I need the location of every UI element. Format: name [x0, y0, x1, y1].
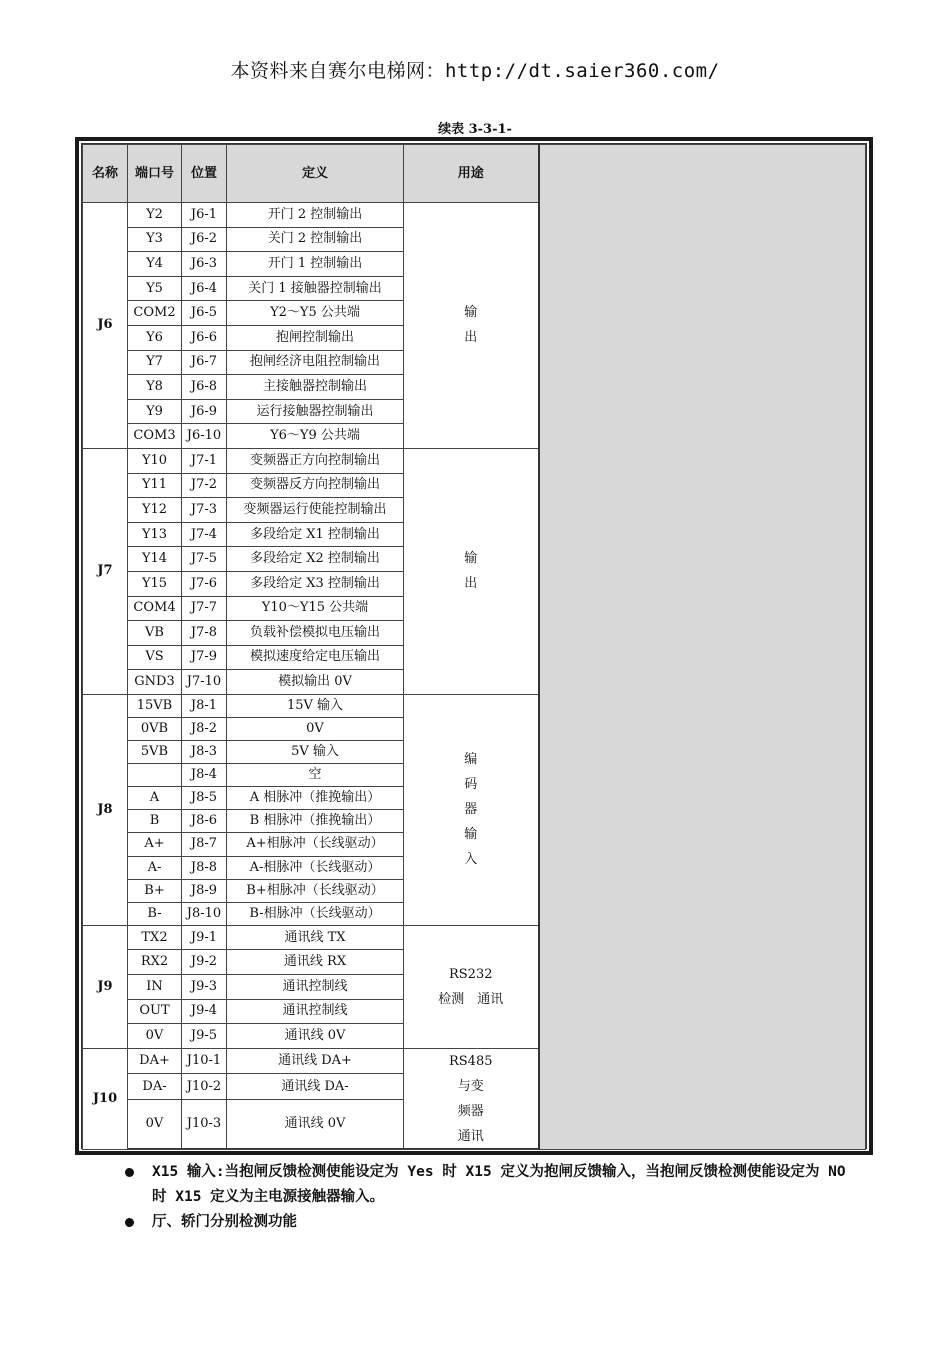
position-cell: J8-5 [182, 787, 227, 810]
definition-cell: B+相脉冲（长线驱动） [227, 879, 404, 902]
port-definition-table [82, 144, 866, 1150]
position-cell: J7-7 [182, 596, 227, 621]
usage-text: 通讯 [457, 1128, 484, 1144]
column-header: 用途 [404, 145, 539, 203]
group-name: J8 [83, 694, 128, 925]
definition-cell: 主接触器控制输出 [227, 375, 404, 400]
definition-cell: A+相脉冲（长线驱动） [227, 833, 404, 856]
port-cell: Y6 [128, 325, 182, 350]
position-cell: J6-2 [182, 227, 227, 252]
port-cell: Y5 [128, 276, 182, 301]
definition-cell: 通讯线 0V [227, 1099, 404, 1149]
usage-text: 输 [464, 551, 478, 567]
port-cell: B [128, 810, 182, 833]
position-cell: J8-1 [182, 694, 227, 717]
position-cell: J7-2 [182, 473, 227, 498]
definition-cell: 通讯线 DA+ [227, 1048, 404, 1074]
position-cell: J7-9 [182, 645, 227, 670]
definition-cell: 开门 1 控制输出 [227, 252, 404, 277]
port-cell: OUT [128, 999, 182, 1024]
position-cell: J8-2 [182, 717, 227, 740]
definition-cell: 模拟速度给定电压输出 [227, 645, 404, 670]
definition-cell: 抱闸控制输出 [227, 325, 404, 350]
port-cell: Y11 [128, 473, 182, 498]
position-cell: J6-10 [182, 424, 227, 449]
port-cell: B- [128, 902, 182, 925]
position-cell: J7-4 [182, 522, 227, 547]
port-cell: TX2 [128, 925, 182, 950]
definition-cell: 变频器运行使能控制输出 [227, 498, 404, 523]
position-cell: J9-5 [182, 1024, 227, 1049]
usage-text: 编 [464, 752, 478, 768]
port-cell: A+ [128, 833, 182, 856]
page-header-source: 本资料来自赛尔电梯网：http://dt.saier360.com/ [230, 60, 720, 82]
port-cell: VS [128, 645, 182, 670]
note-item [125, 1210, 865, 1235]
definition-cell: Y6～Y9 公共端 [227, 424, 404, 449]
port-cell: RX2 [128, 950, 182, 975]
port-cell: GND3 [128, 670, 182, 695]
column-header: 名称 [83, 145, 128, 203]
port-cell: Y8 [128, 375, 182, 400]
usage-text: 输 [464, 827, 478, 843]
usage-text: 出 [464, 330, 478, 346]
position-cell: J8-6 [182, 810, 227, 833]
port-cell: Y14 [128, 547, 182, 572]
definition-cell: 多段给定 X2 控制输出 [227, 547, 404, 572]
position-cell: J9-1 [182, 925, 227, 950]
table-inner-border [81, 143, 867, 1149]
definition-cell: 5V 输入 [227, 741, 404, 764]
port-cell: Y9 [128, 399, 182, 424]
port-cell: COM3 [128, 424, 182, 449]
position-cell: J6-5 [182, 301, 227, 326]
port-cell: B+ [128, 879, 182, 902]
table-caption: 续表 3-3-1- [438, 122, 512, 137]
usage-text: 码 [464, 777, 478, 793]
usage-cell [404, 1048, 539, 1149]
port-cell: Y7 [128, 350, 182, 375]
group-name: J10 [83, 1048, 128, 1149]
port-cell: Y15 [128, 571, 182, 596]
definition-cell: 通讯线 0V [227, 1024, 404, 1049]
definition-cell: 抱闸经济电阻控制输出 [227, 350, 404, 375]
bullet-dot-icon [125, 1168, 134, 1177]
definition-cell: A-相脉冲（长线驱动） [227, 856, 404, 879]
position-cell: J9-2 [182, 950, 227, 975]
definition-cell: 15V 输入 [227, 694, 404, 717]
port-cell: Y3 [128, 227, 182, 252]
table-frame [75, 137, 873, 1155]
position-cell: J6-8 [182, 375, 227, 400]
note-text: 厅、轿门分别检测功能 [152, 1214, 297, 1230]
definition-cell: B 相脉冲（推挽输出） [227, 810, 404, 833]
position-cell: J6-4 [182, 276, 227, 301]
port-cell: Y2 [128, 203, 182, 228]
grey-panel [539, 145, 866, 1150]
position-cell: J9-4 [182, 999, 227, 1024]
port-cell: 5VB [128, 741, 182, 764]
position-cell: J6-6 [182, 325, 227, 350]
usage-text: RS485 [448, 1053, 493, 1069]
position-cell: J6-9 [182, 399, 227, 424]
port-cell: DA+ [128, 1048, 182, 1074]
group-name: J6 [83, 203, 128, 449]
position-cell: J7-10 [182, 670, 227, 695]
definition-cell: 通讯线 DA- [227, 1074, 404, 1100]
position-cell: J10-3 [182, 1099, 227, 1149]
usage-text: 器 [464, 802, 478, 818]
port-cell: DA- [128, 1074, 182, 1100]
definition-cell: 关门 1 接触器控制输出 [227, 276, 404, 301]
port-cell: 0V [128, 1024, 182, 1049]
definition-cell: 空 [227, 764, 404, 787]
position-cell: J10-1 [182, 1048, 227, 1074]
port-cell: IN [128, 975, 182, 1000]
usage-text: 检测 通讯 [438, 991, 504, 1007]
bullet-dot-icon [125, 1218, 134, 1227]
column-header: 端口号 [128, 145, 182, 203]
position-cell: J8-7 [182, 833, 227, 856]
position-cell: J6-3 [182, 252, 227, 277]
definition-cell: B-相脉冲（长线驱动） [227, 902, 404, 925]
definition-cell: 变频器正方向控制输出 [227, 448, 404, 473]
usage-text: 出 [464, 576, 478, 592]
definition-cell: 运行接触器控制输出 [227, 399, 404, 424]
port-cell: Y12 [128, 498, 182, 523]
port-cell: Y10 [128, 448, 182, 473]
port-cell: COM4 [128, 596, 182, 621]
definition-cell: 通讯控制线 [227, 975, 404, 1000]
position-cell: J8-4 [182, 764, 227, 787]
position-cell: J10-2 [182, 1074, 227, 1100]
position-cell: J8-3 [182, 741, 227, 764]
position-cell: J8-9 [182, 879, 227, 902]
port-cell: 0VB [128, 717, 182, 740]
position-cell: J9-3 [182, 975, 227, 1000]
usage-text: 输 [464, 305, 478, 321]
column-header: 定义 [227, 145, 404, 203]
position-cell: J7-5 [182, 547, 227, 572]
group-name: J7 [83, 448, 128, 694]
definition-cell: 0V [227, 717, 404, 740]
position-cell: J8-10 [182, 902, 227, 925]
definition-cell: 开门 2 控制输出 [227, 203, 404, 228]
definition-cell: Y2～Y5 公共端 [227, 301, 404, 326]
port-cell: 15VB [128, 694, 182, 717]
usage-cell [404, 448, 539, 694]
usage-cell [404, 203, 539, 449]
definition-cell: A 相脉冲（推挽输出） [227, 787, 404, 810]
definition-cell: 多段给定 X3 控制输出 [227, 571, 404, 596]
port-cell: Y13 [128, 522, 182, 547]
definition-cell: Y10～Y15 公共端 [227, 596, 404, 621]
usage-cell [404, 694, 539, 925]
position-cell: J7-1 [182, 448, 227, 473]
port-cell: COM2 [128, 301, 182, 326]
definition-cell: 关门 2 控制输出 [227, 227, 404, 252]
position-cell: J8-8 [182, 856, 227, 879]
position-cell: J7-6 [182, 571, 227, 596]
port-cell: 0V [128, 1099, 182, 1149]
port-cell: A [128, 787, 182, 810]
position-cell: J7-8 [182, 621, 227, 646]
port-cell [128, 764, 182, 787]
position-cell: J6-1 [182, 203, 227, 228]
definition-cell: 多段给定 X1 控制输出 [227, 522, 404, 547]
usage-text: 与变 [457, 1078, 484, 1094]
position-cell: J6-7 [182, 350, 227, 375]
definition-cell: 通讯线 TX [227, 925, 404, 950]
definition-cell: 通讯控制线 [227, 999, 404, 1024]
port-cell: A- [128, 856, 182, 879]
usage-text: 入 [464, 852, 478, 868]
usage-text: RS232 [448, 966, 493, 982]
position-cell: J7-3 [182, 498, 227, 523]
group-name: J9 [83, 925, 128, 1048]
usage-cell [404, 925, 539, 1048]
definition-cell: 负载补偿模拟电压输出 [227, 621, 404, 646]
note-item [125, 1160, 865, 1210]
note-text: X15 输入:当抱闸反馈检测使能设定为 Yes 时 X15 定义为抱闸反馈输入，当抱闸反馈检测使能设定为 NO 时 X15 定义为主电源接触器输入。 [152, 1164, 846, 1205]
definition-cell: 模拟输出 0V [227, 670, 404, 695]
definition-cell: 变频器反方向控制输出 [227, 473, 404, 498]
definition-cell: 通讯线 RX [227, 950, 404, 975]
usage-text: 频器 [457, 1103, 484, 1119]
port-cell: Y4 [128, 252, 182, 277]
table-header-row [83, 145, 866, 203]
column-header: 位置 [182, 145, 227, 203]
port-cell: VB [128, 621, 182, 646]
